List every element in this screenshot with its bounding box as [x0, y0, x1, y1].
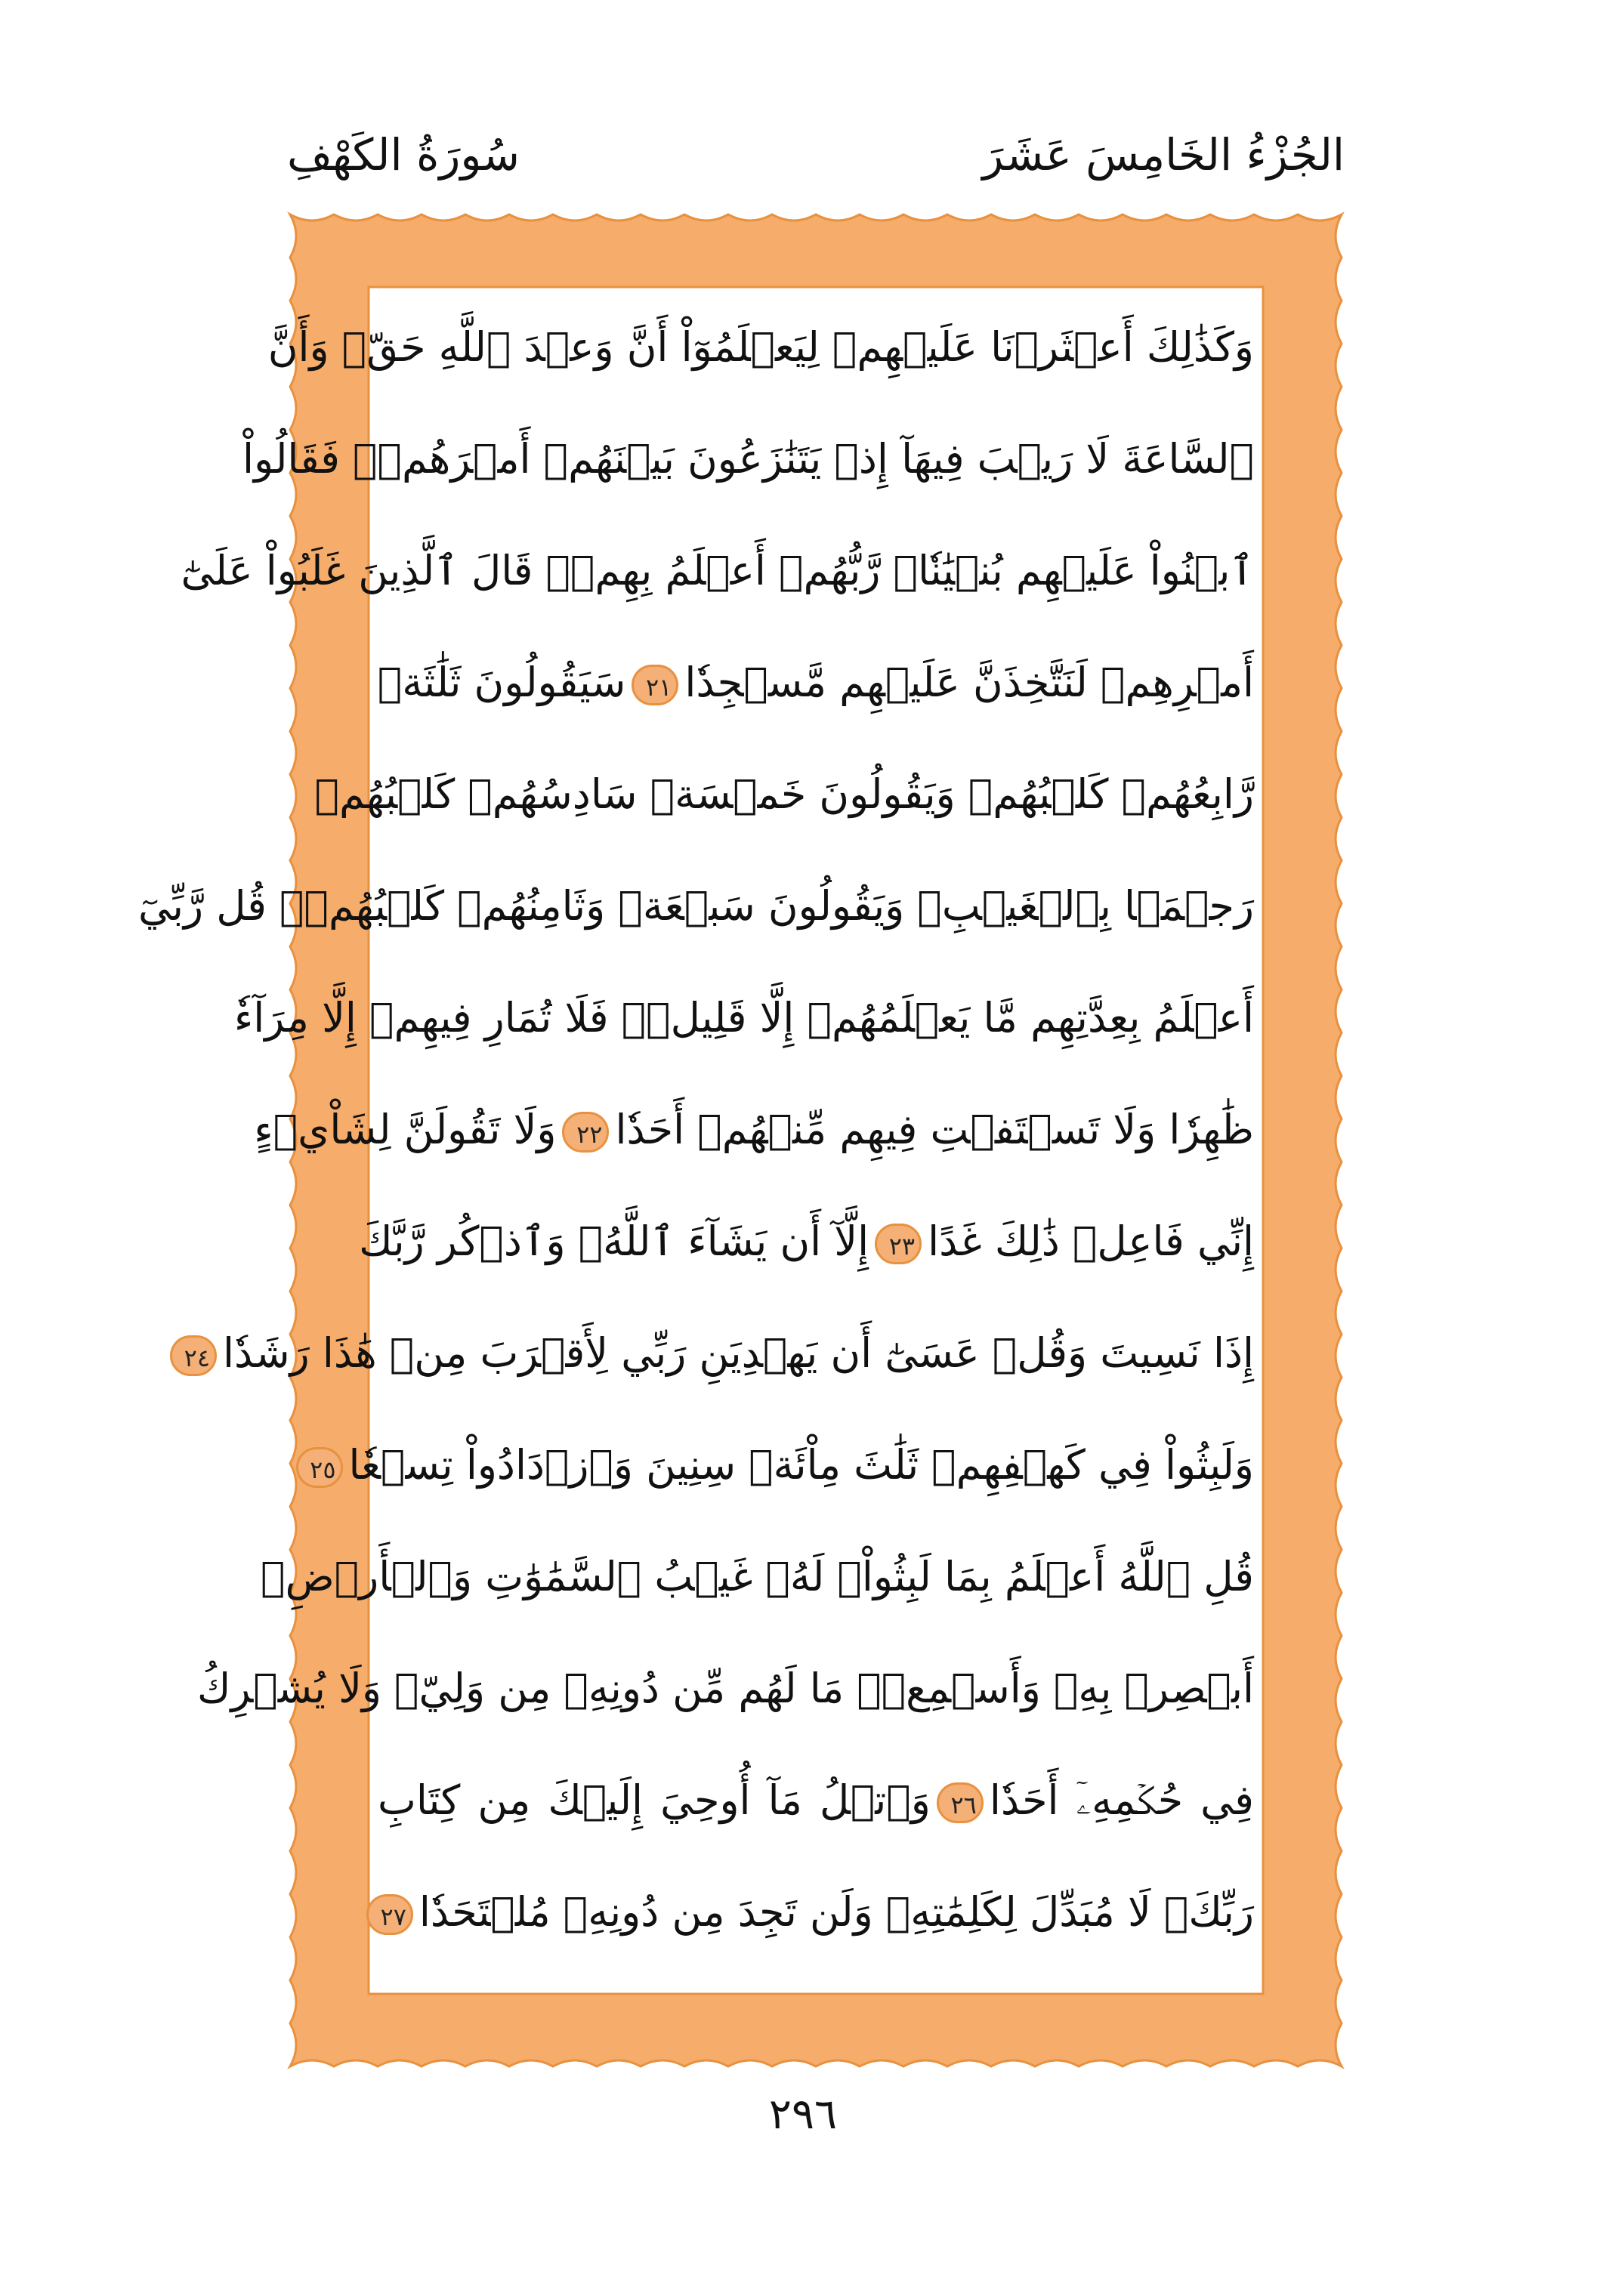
verse-text: أَمۡرِهِمۡ لَنَتَّخِذَنَّ عَلَيۡهِم مَّسۡجِدٗا — [684, 659, 1254, 706]
verse-text: رَبِّكَۖ لَا مُبَدِّلَ لِكَلِمَٰتِهِۦ وَلَن تَجِدَ مِن دُونِهِۦ مُلۡتَحَدٗا — [418, 1888, 1254, 1936]
page-number: ٢٩٦ — [768, 2090, 838, 2139]
juz-label: الجُزْءُ الخَامِسَ عَشَرَ — [982, 129, 1345, 181]
verse-line — [378, 1859, 1254, 1965]
ayah-number-marker: ٢١ — [632, 665, 678, 705]
ayah-number-marker: ٢٤ — [170, 1335, 217, 1376]
verse-text: رَجۡمَۢا بِٱلۡغَيۡبِۖ وَيَقُولُونَ سَبۡعَةٞ وَثَامِنُهُمۡ كَلۡبُهُمۡۚ قُل رَّبِّيٓ — [137, 882, 1254, 930]
verse-text: وَلَا تَقُولَنَّ لِشَاْيۡءٍ — [254, 1106, 557, 1153]
verse-text: ٱبۡنُواْ عَلَيۡهِم بُنۡيَٰنٗاۖ رَّبُّهُمۡ أَعۡلَمُ بِهِمۡۚ قَالَ ٱلَّذِينَ غَلَبُواْ عَلَىٰٓ — [181, 547, 1254, 594]
verse-text: رَّابِعُهُمۡ كَلۡبُهُمۡ وَيَقُولُونَ خَمۡسَةٞ سَادِسُهُمۡ كَلۡبُهُمۡ — [314, 770, 1254, 818]
verse-text: ٱلسَّاعَةَ لَا رَيۡبَ فِيهَآ إِذۡ يَتَنَٰزَعُونَ بَيۡنَهُمۡ أَمۡرَهُمۡۖ فَقَالُواْ — [242, 435, 1254, 483]
verse-text: ظَٰهِرٗا وَلَا تَسۡتَفۡتِ فِيهِم مِّنۡهُمۡ أَحَدٗا — [615, 1106, 1254, 1153]
ayah-number-marker: ٢٦ — [937, 1782, 984, 1823]
verse-text: قُلِ ٱللَّهُ أَعۡلَمُ بِمَا لَبِثُواْۖ لَهُۥ غَيۡبُ ٱلسَّمَٰوَٰتِ وَٱلۡأَرۡضِۖ — [261, 1553, 1254, 1600]
verse-line — [378, 630, 1254, 736]
verse-line — [233, 965, 1254, 1071]
verse-line — [378, 1748, 1254, 1853]
verse-text: أَعۡلَمُ بِعِدَّتِهِم مَّا يَعۡلَمُهُمۡ إِلَّا قَلِيلٞۗ فَلَا تُمَارِ فِيهِمۡ إِلَّا مِرَآءٗ — [233, 994, 1254, 1042]
verse-line — [197, 1636, 1254, 1742]
verse-line — [184, 1301, 1254, 1406]
verse-line — [267, 295, 1254, 400]
verse-text: إِلَّآ أَن يَشَآءَ ٱللَّهُۚ وَٱذۡكُر رَّبَّكَ — [359, 1217, 869, 1265]
verse-text: إِذَا نَسِيتَ وَقُلۡ عَسَىٰٓ أَن يَهۡدِيَنِ رَبِّي لِأَقۡرَبَ مِنۡ هَٰذَا رَشَدٗا — [223, 1329, 1254, 1377]
verse-line — [310, 1412, 1254, 1518]
verse-text: وَكَذَٰلِكَ أَعۡثَرۡنَا عَلَيۡهِمۡ لِيَعۡلَمُوٓاْ أَنَّ وَعۡدَ ٱللَّهِ حَقّٞ وَأَنَّ — [267, 323, 1254, 371]
verse-text: أَبۡصِرۡ بِهِۦ وَأَسۡمِعۡۚ مَا لَهُم مِّن دُونِهِۦ مِن وَلِيّٖ وَلَا يُشۡرِكُ — [197, 1665, 1254, 1712]
page-header — [287, 113, 1345, 196]
verse-line — [137, 853, 1254, 959]
verse-text: وَلَبِثُواْ فِي كَهۡفِهِمۡ ثَلَٰثَ مِاْئَةٖ سِنِينَ وَٱزۡدَادُواْ تِسۡعٗا — [348, 1441, 1254, 1489]
surah-label: سُورَةُ الكَهْفِ — [287, 129, 520, 181]
ayah-number-marker: ٢٢ — [562, 1112, 609, 1153]
quran-text-area — [137, 295, 1254, 1986]
verse-line — [314, 742, 1254, 847]
verse-line — [254, 1077, 1254, 1183]
ayah-number-marker: ٢٧ — [366, 1894, 413, 1935]
verse-text: إِنِّي فَاعِلٞ ذَٰلِكَ غَدًا — [928, 1217, 1254, 1265]
ayah-number-marker: ٢٥ — [296, 1447, 343, 1488]
verse-line — [181, 518, 1254, 624]
verse-text: سَيَقُولُونَ ثَلَٰثَةٞ — [377, 659, 626, 706]
verse-text: وَٱتۡلُ مَآ أُوحِيَ إِلَيۡكَ مِن كِتَابِ — [378, 1776, 931, 1824]
verse-line — [359, 1189, 1254, 1295]
verse-line — [261, 1524, 1254, 1630]
verse-line — [242, 406, 1254, 512]
verse-text: فِي حُكۡمِهِۦٓ أَحَدٗا — [989, 1776, 1254, 1824]
ayah-number-marker: ٢٣ — [875, 1224, 922, 1264]
